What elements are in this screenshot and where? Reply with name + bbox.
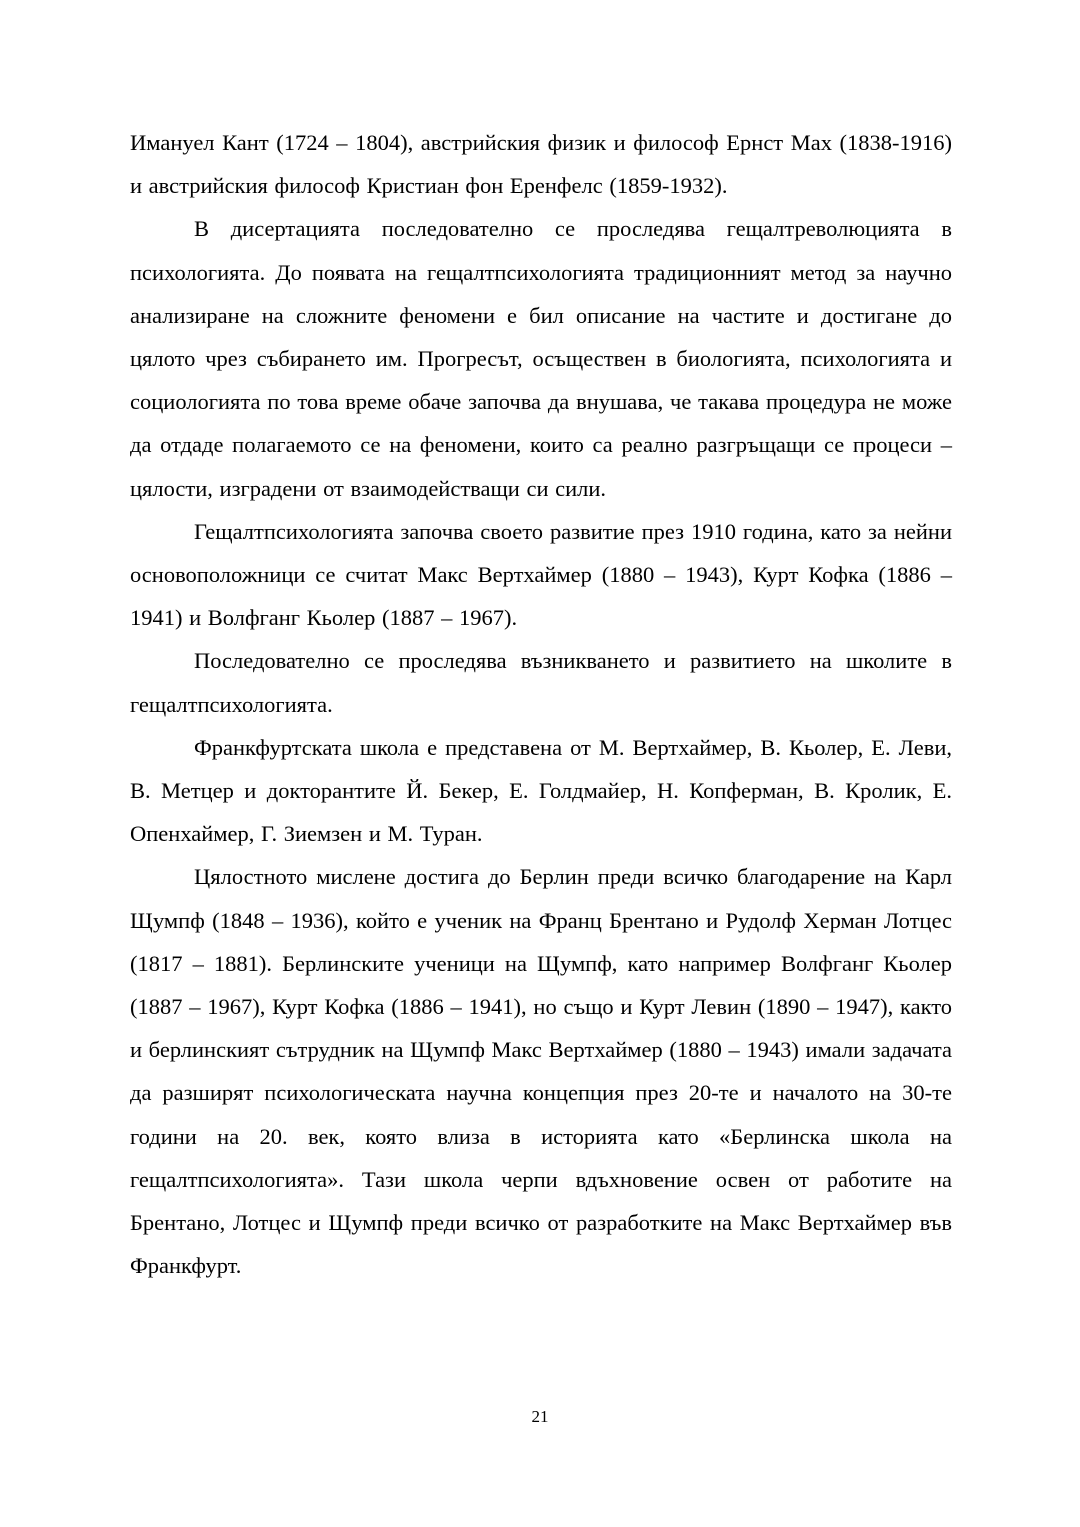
paragraph: Гещалтпсихологията започва своето развитие през 1910 година, като за нейни основоположници се считат Макс Вертхаймер (1880 – 1943), Курт Кофка (1886 – 1941) и Волфганг Кьолер (1887 – 1967). [130,518,952,631]
paragraph: Цялостното мислене достига до Берлин преди всичко благодарение на Карл Щумпф (1848 – 1936), който е ученик на Франц Брентано и Рудолф Херман Лотцес (1817 – 1881). Берлинските ученици на Щумпф, като например Волфганг Кьолер (1887 – 1967), Курт Кофка (1886 – 1941), но също и Курт Левин (1890 – 1947), както и берлинският сътрудник на Щумпф Макс Вертхаймер (1880 – 1943) имали задачата да разширят психологическата научна концепция през 20-те и началото на 30-те години на 20. век, която влиза в историята като «Берлинска школа на гещалтпсихологията». Тази школа черпи вдъхновение освен от работите на Брентано, Лотцес и Щумпф преди всичко от разработките на Макс Вертхаймер във Франкфурт. [130,864,952,1279]
text-block [130,121,952,1287]
paragraph: Имануел Кант (1724 – 1804), австрийския физик и философ Ернст Мах (1838-1916) и австрийския философ Кристиан фон Еренфелс (1859-1932). [130,130,952,199]
paragraph: Последователно се проследява възникването и развитието на школите в гещалтпсихологията. [130,648,952,717]
page-number: 21 [531,1407,549,1426]
paragraph: В дисертацията последователно се проследява гещалтреволюцията в психологията. До появата на гещалтпсихологията традиционният метод за научно анализиране на сложните феномени е бил описание на частите и достигане до цялото чрез събирането им. Прогресът, осъществен в биологията, психологията и социологията по това време обаче започва да внушава, че такава процедура не може да отдаде полагаемото се на феномени, които са реално разгръщащи се процеси – цялости, изградени от взаимодействащи си сили. [130,216,952,501]
paragraph: Франкфуртската школа е представена от М. Вертхаймер, В. Кьолер, Е. Леви, В. Метцер и докторантите Й. Бекер, Е. Голдмайер, Н. Копферман, В. Кролик, Е. Опенхаймер, Г. Зиемзен и М. Туран. [130,734,952,847]
